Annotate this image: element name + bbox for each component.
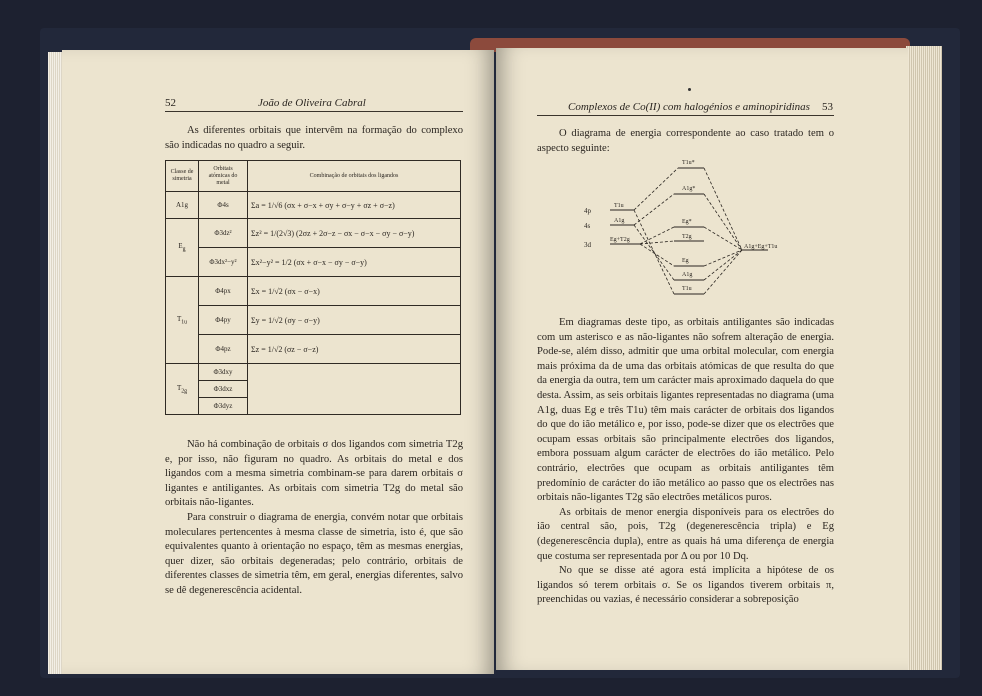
left-para-1: Não há combinação de orbitais σ dos ligandos com simetria T2g e, por isso, não figuram no quadro. As orbitais do metal e dos ligandos com a mesma simetria combinam-se para darem orbitais σ ligantes e antiligantes. As orbitais com simetria T2g do metal são orbitais não-ligantes. [165,439,463,509]
table-header: Classe de simetria [166,161,199,192]
level-label: Eg [682,258,689,264]
left-header-rule [165,111,463,112]
table-header: Combinação de orbitais dos ligandos [248,161,461,192]
right-intro-text: O diagrama de energia correspondente ao caso tratado tem o aspecto seguinte: [537,128,834,154]
table-header-row [166,161,461,192]
table-row [166,192,461,219]
left-running-head: João de Oliveira Cabral [258,97,366,109]
level-label: Eg+T2g [610,237,630,243]
left-page-number: 52 [165,97,176,109]
level-label: T1u* [682,160,695,166]
table-cell: Φ3dxz [199,381,248,398]
table-cell: Φ3dz² [199,219,248,248]
level-label: A1g [614,218,625,224]
right-body [537,316,834,608]
level-label: 3d [584,241,591,249]
right-header-rule [537,115,834,116]
table-cell: Σz = 1/√2 (σz − σ−z) [248,335,461,364]
table-row [166,219,461,248]
table-cell: $T_{1u}$ [166,277,199,364]
table-cell: Φ4pz [199,335,248,364]
ink-speck [688,88,691,91]
table-cell: $E_g$ [166,219,199,277]
right-page-number: 53 [822,101,833,113]
right-para-1: Em diagramas deste tipo, as orbitais antiligantes são indicadas com um asterisco e as não-ligantes não sofrem alteração de energia. Pode-se, além disso, admitir que uma orbital molecular, com energia mais próxima da de uma das orbitais atómicas de que resulta do que da energia da outra, tem um carácter mais aproximado daquela do que desta. Assim, as seis orbitais ligantes representadas no diagrama (uma A1g, duas Eg e três T1u) têm mais carácter de orbitais dos ligandos do que do ião metálico e, por isso, pode-se dizer que os electrões que ocupam essas orbitais são principalmente electrões dos ligandos, embora possuam algum carácter de electrões do ião metálico. Pelo contrário, electrões que ocupam as orbitais antiligantes têm predomínio de carácter do ião metálico ao passo que os electrões nas orbitais não-ligantes T2g são electrões metálicos puros. [537,317,834,504]
table-row [166,335,461,364]
table-cell: Φ3dx²−y² [199,248,248,277]
table-row [166,306,461,335]
level-label: T1u [682,286,692,292]
table-cell: Σy = 1/√2 (σy − σ−y) [248,306,461,335]
table-cell: Φ3dyz [199,398,248,415]
right-fore-edge [906,46,942,670]
table-row [166,364,461,381]
left-intro [165,124,463,153]
table-cell: Σa = 1/√6 (σx + σ−x + σy + σ−y + σz + σ−z) [248,192,461,219]
orbital-table [165,160,461,415]
level-label: Eg* [682,219,692,225]
table-cell: Σx = 1/√2 (σx − σ−x) [248,277,461,306]
table-cell: Φ3dxy [199,364,248,381]
level-label: A1g+Eg+T1u [744,244,778,250]
level-label: 4p [584,207,591,215]
table-cell [248,364,461,415]
left-body [165,438,463,599]
level-label: T2g [682,234,692,240]
table-cell: $T_{2g}$ [166,364,199,415]
table-cell: Σx²−y² = 1/2 (σx + σ−x − σy − σ−y) [248,248,461,277]
level-label: A1g [682,272,693,278]
table-cell: Σz² = 1/(2√3) (2σz + 2σ−z − σx − σ−x − σy − σ−y) [248,219,461,248]
level-label: A1g* [682,186,696,192]
table-cell: Φ4py [199,306,248,335]
table-cell: Φ4px [199,277,248,306]
table-header: Orbitais atómicas do metal [199,161,248,192]
left-para-2: Para construir o diagrama de energia, convém notar que orbitais moleculares pertencentes à mesma classe de simetria, isto é, que são equivalentes quanto à orientação no espaço, têm as mesmas energias, quer dizer, são orbitais degeneradas; pelo contrário, orbitais de diferentes classes de simetria têm, em geral, energias diferentes, salvo se dê degenerescência acidental. [165,511,463,596]
table-cell: A1g [166,192,199,219]
right-para-2: As orbitais de menor energia disponíveis para os electrões do ião central são, pois, T2g (degenerescência tripla) e Eg (degenerescência dupla), entre as quais há uma diferença de energia que costuma ser representada por Δ ou por 10 Dq. [537,506,834,562]
right-para-3: No que se disse até agora está implícita a hipótese de os ligandos só terem orbitais σ. Se os ligandos tiverem orbitais π, preenchidas ou vazias, é necessário considerar a sobreposição [537,565,834,606]
table-row [166,248,461,277]
table-row [166,277,461,306]
table-cell: Φ4s [199,192,248,219]
level-label: T1u [614,203,624,209]
left-intro-text: As diferentes orbitais que intervêm na formação do complexo são indicadas no quadro a seguir. [165,125,463,151]
energy-diagram [582,152,812,302]
level-label: 4s [584,222,591,230]
right-running-head: Complexos de Co(II) com halogénios e aminopiridinas [568,101,810,113]
